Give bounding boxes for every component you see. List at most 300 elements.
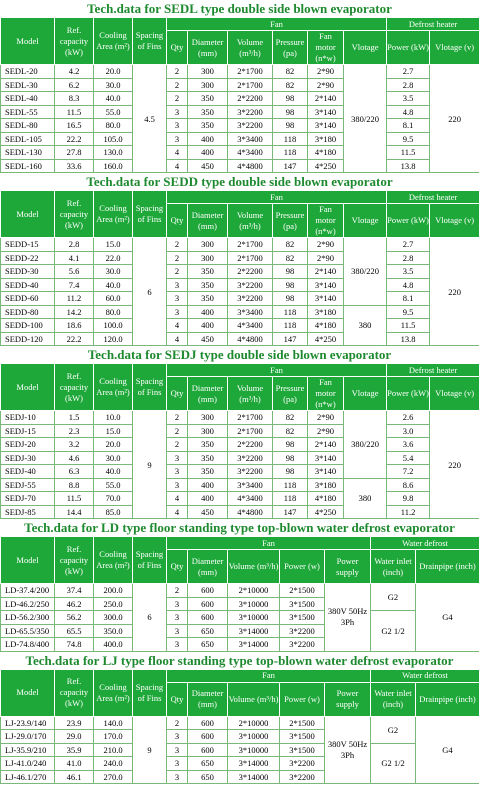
header-voltage: Vlotage [344, 204, 387, 238]
cell-pressure: 98 [273, 119, 308, 133]
cell-ref-capacity: 8.8 [55, 478, 94, 492]
header-spacing-of-fins: Spacing of Fins [133, 191, 167, 238]
cell-ref-capacity: 16.5 [55, 119, 94, 133]
cell-ref-capacity: 4.6 [55, 451, 94, 465]
cell-pressure: 118 [273, 492, 308, 506]
cell-volume: 2*10000 [228, 584, 280, 598]
cell-water-inlet: G2 [371, 716, 416, 743]
section-title-sedl: Tech.data for SEDL type double side blown evaporator [87, 1, 392, 16]
cell-cooling-area: 80.0 [94, 305, 133, 319]
cell-fan-motor: 4*250 [308, 505, 344, 519]
header-volume: Volume (m³/h) [228, 682, 280, 716]
header-spacing-of-fins: Spacing of Fins [133, 18, 167, 65]
header-spacing-of-fins: Spacing of Fins [133, 537, 167, 584]
table-row [1, 238, 479, 252]
cell-pressure: 98 [273, 465, 308, 479]
cell-power: 3.6 [387, 438, 430, 452]
header-volume: Volume (m³/h) [228, 550, 280, 584]
cell-power: 3*2200 [280, 624, 325, 638]
cell-diameter: 400 [188, 305, 228, 319]
cell-qty: 4 [167, 146, 188, 160]
cell-pressure: 98 [273, 438, 308, 452]
cell-pressure: 98 [273, 278, 308, 292]
header-volume: Volume (m³/h) [228, 31, 273, 65]
table-row [1, 716, 479, 730]
cell-cooling-area: 22.0 [94, 251, 133, 265]
header-defrost-heater: Defrost heater [387, 191, 479, 204]
header-pressure: Pressure (pa) [273, 204, 308, 238]
cell-qty: 3 [167, 743, 188, 757]
header-pressure: Pressure (pa) [273, 31, 308, 65]
table-row [1, 65, 479, 79]
cell-power: 4.8 [387, 278, 430, 292]
cell-power: 2.8 [387, 78, 430, 92]
cell-model: SEDL-80 [1, 119, 55, 133]
cell-volume: 4*3400 [228, 146, 273, 160]
cell-volume: 4*3400 [228, 492, 273, 506]
cell-volume: 4*4800 [228, 159, 273, 173]
header-defrost-voltage: Vlotage (v) [430, 31, 479, 65]
cell-pressure: 147 [273, 332, 308, 346]
header-drainpipe: Drainpipe (inch) [416, 682, 479, 716]
cell-power: 8.6 [387, 478, 430, 492]
header-qty: Qty [167, 31, 188, 65]
cell-fan-motor: 3*140 [308, 119, 344, 133]
header-power: Power (kW) [387, 31, 430, 65]
header-power: Power (kW) [387, 377, 430, 411]
cell-model: SEDJ-20 [1, 438, 55, 452]
cell-power: 2*1500 [280, 716, 325, 730]
cell-fan-motor: 3*140 [308, 465, 344, 479]
cell-cooling-area: 20.0 [94, 65, 133, 79]
header-diameter: Diameter (mm) [188, 550, 228, 584]
header-ref-capacity: Ref. capacity (kW) [55, 18, 94, 65]
cell-pressure: 98 [273, 265, 308, 279]
cell-diameter: 650 [188, 757, 228, 771]
cell-pressure: 147 [273, 159, 308, 173]
cell-power: 3.5 [387, 92, 430, 106]
header-voltage: Vlotage [344, 377, 387, 411]
cell-power: 3*2200 [280, 757, 325, 771]
cell-pressure: 82 [273, 424, 308, 438]
header-volume: Volume (m³/h) [228, 377, 273, 411]
cell-volume: 3*2200 [228, 278, 273, 292]
cell-fan-motor: 2*140 [308, 265, 344, 279]
header-qty: Qty [167, 377, 188, 411]
header-power: Power (kW) [387, 204, 430, 238]
cell-model: SEDL-30 [1, 78, 55, 92]
cell-volume: 2*2200 [228, 92, 273, 106]
cell-fan-motor: 4*180 [308, 146, 344, 160]
cell-power: 5.4 [387, 451, 430, 465]
cell-cooling-area: 30.0 [94, 78, 133, 92]
header-diameter: Diameter (mm) [188, 204, 228, 238]
cell-pressure: 118 [273, 319, 308, 333]
header-spacing-of-fins: Spacing of Fins [133, 669, 167, 716]
cell-diameter: 400 [188, 132, 228, 146]
cell-water-inlet: G2 1/2 [371, 611, 416, 652]
cell-qty: 2 [167, 65, 188, 79]
cell-cooling-area: 40.0 [94, 92, 133, 106]
cell-model: SEDL-20 [1, 65, 55, 79]
cell-cooling-area: 55.0 [94, 105, 133, 119]
cell-qty: 4 [167, 505, 188, 519]
table-row [1, 132, 479, 146]
header-qty: Qty [167, 550, 188, 584]
cell-diameter: 350 [188, 92, 228, 106]
cell-diameter: 600 [188, 584, 228, 598]
cell-pressure: 118 [273, 305, 308, 319]
section-title-sedj: Tech.data for SEDJ type double side blown evaporator [87, 347, 392, 362]
cell-cooling-area: 170.0 [94, 730, 133, 744]
cell-diameter: 650 [188, 624, 228, 638]
cell-diameter: 650 [188, 770, 228, 784]
cell-power: 11.2 [387, 505, 430, 519]
header-cooling-area: Cooling Area (m²) [94, 669, 133, 716]
cell-pressure: 118 [273, 478, 308, 492]
cell-pressure: 118 [273, 146, 308, 160]
cell-ref-capacity: 11.5 [55, 492, 94, 506]
header-fan: Fan [167, 537, 371, 550]
header-model: Model [1, 537, 55, 584]
cell-power: 13.8 [387, 332, 430, 346]
cell-volume: 4*4800 [228, 332, 273, 346]
header-power: Power (w) [280, 550, 325, 584]
cell-ref-capacity: 65.5 [55, 624, 94, 638]
cell-fan-motor: 2*90 [308, 251, 344, 265]
cell-diameter: 350 [188, 119, 228, 133]
cell-model: LJ-29.0/170 [1, 730, 55, 744]
cell-power: 9.5 [387, 132, 430, 146]
header-voltage: Vlotage [344, 31, 387, 65]
table-row [1, 478, 479, 492]
cell-model: SEDL-130 [1, 146, 55, 160]
cell-power: 3*1500 [280, 730, 325, 744]
table-row [1, 465, 479, 479]
cell-qty: 3 [167, 611, 188, 625]
cell-voltage: 380/220 [344, 411, 387, 479]
cell-spacing-of-fins: 6 [133, 238, 167, 346]
cell-fan-motor: 2*140 [308, 92, 344, 106]
cell-model: SEDD-60 [1, 292, 55, 306]
cell-power: 3.0 [387, 424, 430, 438]
cell-pressure: 82 [273, 78, 308, 92]
cell-drainpipe: G4 [416, 584, 479, 652]
cell-fan-motor: 2*90 [308, 78, 344, 92]
cell-model: SEDL-55 [1, 105, 55, 119]
cell-qty: 3 [167, 757, 188, 771]
cell-pressure: 98 [273, 451, 308, 465]
cell-diameter: 300 [188, 411, 228, 425]
cell-diameter: 350 [188, 105, 228, 119]
cell-cooling-area: 15.0 [94, 238, 133, 252]
cell-diameter: 450 [188, 505, 228, 519]
cell-volume: 3*2200 [228, 465, 273, 479]
table-row [1, 105, 479, 119]
section-title-ld: Tech.data for LD type floor standing type top-blown water defrost evaporator [24, 520, 455, 535]
section-title-lj: Tech.data for LJ type floor standing type top-blown water defrost evaporator [25, 652, 454, 668]
cell-power: 13.8 [387, 159, 430, 173]
cell-power-supply: 380V 50Hz 3Ph [325, 584, 371, 652]
cell-qty: 2 [167, 438, 188, 452]
cell-model: SEDD-120 [1, 332, 55, 346]
cell-qty: 3 [167, 278, 188, 292]
cell-pressure: 82 [273, 65, 308, 79]
cell-ref-capacity: 7.4 [55, 278, 94, 292]
header-water-inlet: Water inlet (inch) [371, 550, 416, 584]
cell-volume: 4*4800 [228, 505, 273, 519]
header-cooling-area: Cooling Area (m²) [94, 364, 133, 411]
cell-model: SEDL-160 [1, 159, 55, 173]
cell-volume: 3*3400 [228, 478, 273, 492]
cell-water-inlet: G2 1/2 [371, 743, 416, 784]
cell-power: 3*1500 [280, 743, 325, 757]
cell-ref-capacity: 35.9 [55, 743, 94, 757]
cell-volume: 2*1700 [228, 424, 273, 438]
cell-cooling-area: 30.0 [94, 451, 133, 465]
cell-qty: 3 [167, 597, 188, 611]
cell-pressure: 118 [273, 132, 308, 146]
cell-diameter: 600 [188, 730, 228, 744]
cell-fan-motor: 2*140 [308, 438, 344, 452]
cell-pressure: 147 [273, 505, 308, 519]
cell-fan-motor: 3*180 [308, 478, 344, 492]
cell-diameter: 300 [188, 238, 228, 252]
cell-volume: 3*2200 [228, 119, 273, 133]
cell-ref-capacity: 56.2 [55, 611, 94, 625]
table-row [1, 424, 479, 438]
cell-model: SEDJ-15 [1, 424, 55, 438]
spec-table-ld [0, 536, 479, 652]
cell-model: LJ-46.1/270 [1, 770, 55, 784]
cell-power: 7.2 [387, 465, 430, 479]
cell-ref-capacity: 5.6 [55, 265, 94, 279]
cell-power: 3*1500 [280, 597, 325, 611]
header-power-supply: Power supply [325, 550, 371, 584]
cell-volume: 2*1700 [228, 251, 273, 265]
cell-model: SEDD-100 [1, 319, 55, 333]
cell-cooling-area: 100.0 [94, 319, 133, 333]
cell-model: SEDJ-30 [1, 451, 55, 465]
cell-cooling-area: 10.0 [94, 411, 133, 425]
cell-volume: 3*14000 [228, 624, 280, 638]
table-row [1, 319, 479, 333]
cell-fan-motor: 4*250 [308, 159, 344, 173]
cell-qty: 3 [167, 119, 188, 133]
spec-table-lj [0, 669, 479, 785]
cell-ref-capacity: 23.9 [55, 716, 94, 730]
header-cooling-area: Cooling Area (m²) [94, 191, 133, 238]
cell-cooling-area: 250.0 [94, 597, 133, 611]
cell-cooling-area: 240.0 [94, 757, 133, 771]
section-title-sedd: Tech.data for SEDD type double side blown evaporator [86, 174, 393, 189]
cell-diameter: 600 [188, 716, 228, 730]
cell-fan-motor: 3*180 [308, 305, 344, 319]
cell-diameter: 400 [188, 146, 228, 160]
header-diameter: Diameter (mm) [188, 377, 228, 411]
cell-cooling-area: 200.0 [94, 584, 133, 598]
cell-qty: 3 [167, 478, 188, 492]
cell-defrost-voltage: 220 [430, 65, 479, 173]
cell-volume: 3*10000 [228, 743, 280, 757]
cell-volume: 2*1700 [228, 78, 273, 92]
cell-ref-capacity: 6.2 [55, 78, 94, 92]
cell-drainpipe: G4 [416, 716, 479, 784]
cell-diameter: 400 [188, 319, 228, 333]
cell-cooling-area: 270.0 [94, 770, 133, 784]
cell-diameter: 650 [188, 638, 228, 652]
cell-ref-capacity: 74.8 [55, 638, 94, 652]
cell-defrost-voltage: 220 [430, 238, 479, 346]
cell-voltage: 380 [344, 478, 387, 519]
cell-model: LD-65.5/350 [1, 624, 55, 638]
cell-qty: 3 [167, 105, 188, 119]
table-row [1, 743, 479, 757]
cell-qty: 3 [167, 770, 188, 784]
cell-volume: 3*2200 [228, 105, 273, 119]
cell-power: 2*1500 [280, 584, 325, 598]
header-ref-capacity: Ref. capacity (kW) [55, 191, 94, 238]
cell-cooling-area: 55.0 [94, 478, 133, 492]
table-row [1, 278, 479, 292]
cell-volume: 3*10000 [228, 730, 280, 744]
cell-voltage: 380 [344, 305, 387, 346]
cell-ref-capacity: 46.2 [55, 597, 94, 611]
cell-qty: 3 [167, 132, 188, 146]
cell-fan-motor: 3*140 [308, 278, 344, 292]
table-row [1, 251, 479, 265]
cell-volume: 2*2200 [228, 265, 273, 279]
cell-fan-motor: 3*140 [308, 105, 344, 119]
cell-volume: 3*2200 [228, 292, 273, 306]
header-pressure: Pressure (pa) [273, 377, 308, 411]
cell-volume: 3*14000 [228, 757, 280, 771]
cell-ref-capacity: 4.2 [55, 65, 94, 79]
cell-fan-motor: 2*90 [308, 424, 344, 438]
cell-qty: 4 [167, 332, 188, 346]
header-water-inlet: Water inlet (inch) [371, 682, 416, 716]
cell-diameter: 300 [188, 65, 228, 79]
cell-diameter: 350 [188, 292, 228, 306]
table-row [1, 159, 479, 173]
cell-cooling-area: 80.0 [94, 119, 133, 133]
cell-model: LD-46.2/250 [1, 597, 55, 611]
spec-table-sedl [0, 17, 479, 173]
cell-volume: 3*10000 [228, 611, 280, 625]
cell-cooling-area: 30.0 [94, 265, 133, 279]
cell-diameter: 350 [188, 265, 228, 279]
cell-defrost-voltage: 220 [430, 411, 479, 519]
table-row [1, 492, 479, 506]
header-diameter: Diameter (mm) [188, 682, 228, 716]
cell-volume: 2*10000 [228, 716, 280, 730]
cell-model: LJ-23.9/140 [1, 716, 55, 730]
cell-volume: 3*14000 [228, 638, 280, 652]
cell-model: SEDJ-85 [1, 505, 55, 519]
table-row [1, 146, 479, 160]
header-fan: Fan [167, 18, 387, 31]
header-model: Model [1, 669, 55, 716]
cell-pressure: 98 [273, 105, 308, 119]
cell-power: 8.1 [387, 119, 430, 133]
cell-model: LD-56.2/300 [1, 611, 55, 625]
cell-spacing-of-fins: 6 [133, 584, 167, 652]
cell-fan-motor: 4*180 [308, 319, 344, 333]
table-row [1, 438, 479, 452]
cell-ref-capacity: 8.3 [55, 92, 94, 106]
cell-fan-motor: 3*180 [308, 132, 344, 146]
cell-fan-motor: 2*90 [308, 411, 344, 425]
header-cooling-area: Cooling Area (m²) [94, 18, 133, 65]
cell-ref-capacity: 37.4 [55, 584, 94, 598]
cell-qty: 2 [167, 238, 188, 252]
cell-cooling-area: 20.0 [94, 438, 133, 452]
cell-model: LJ-35.9/210 [1, 743, 55, 757]
cell-cooling-area: 40.0 [94, 278, 133, 292]
cell-volume: 2*1700 [228, 238, 273, 252]
cell-ref-capacity: 41.0 [55, 757, 94, 771]
cell-ref-capacity: 22.2 [55, 132, 94, 146]
cell-power: 3*1500 [280, 611, 325, 625]
cell-cooling-area: 120.0 [94, 332, 133, 346]
cell-cooling-area: 70.0 [94, 492, 133, 506]
cell-model: LJ-41.0/240 [1, 757, 55, 771]
cell-power: 9.8 [387, 492, 430, 506]
cell-cooling-area: 85.0 [94, 505, 133, 519]
cell-cooling-area: 140.0 [94, 716, 133, 730]
cell-power: 4.8 [387, 105, 430, 119]
cell-voltage: 380/220 [344, 238, 387, 306]
cell-model: SEDJ-10 [1, 411, 55, 425]
cell-diameter: 300 [188, 78, 228, 92]
header-fan: Fan [167, 364, 387, 377]
table-row [1, 451, 479, 465]
cell-power: 2.7 [387, 65, 430, 79]
cell-model: SEDD-30 [1, 265, 55, 279]
cell-cooling-area: 400.0 [94, 638, 133, 652]
table-row [1, 265, 479, 279]
cell-cooling-area: 105.0 [94, 132, 133, 146]
cell-ref-capacity: 2.8 [55, 238, 94, 252]
table-row [1, 332, 479, 346]
cell-cooling-area: 60.0 [94, 292, 133, 306]
cell-qty: 4 [167, 319, 188, 333]
cell-model: SEDL-40 [1, 92, 55, 106]
header-defrost-voltage: Vlotage (v) [430, 204, 479, 238]
cell-pressure: 98 [273, 92, 308, 106]
cell-power: 3.5 [387, 265, 430, 279]
cell-diameter: 450 [188, 332, 228, 346]
cell-diameter: 350 [188, 451, 228, 465]
cell-cooling-area: 300.0 [94, 611, 133, 625]
header-diameter: Diameter (mm) [188, 31, 228, 65]
cell-fan-motor: 3*140 [308, 451, 344, 465]
cell-ref-capacity: 14.2 [55, 305, 94, 319]
cell-spacing-of-fins: 9 [133, 411, 167, 519]
cell-model: SEDJ-70 [1, 492, 55, 506]
cell-volume: 2*1700 [228, 65, 273, 79]
cell-qty: 3 [167, 305, 188, 319]
cell-power: 3*2200 [280, 770, 325, 784]
cell-power: 9.5 [387, 305, 430, 319]
cell-power: 8.1 [387, 292, 430, 306]
cell-model: LD-37.4/200 [1, 584, 55, 598]
cell-ref-capacity: 11.5 [55, 105, 94, 119]
cell-diameter: 400 [188, 478, 228, 492]
cell-qty: 3 [167, 624, 188, 638]
cell-pressure: 82 [273, 238, 308, 252]
header-defrost-heater: Defrost heater [387, 364, 479, 377]
